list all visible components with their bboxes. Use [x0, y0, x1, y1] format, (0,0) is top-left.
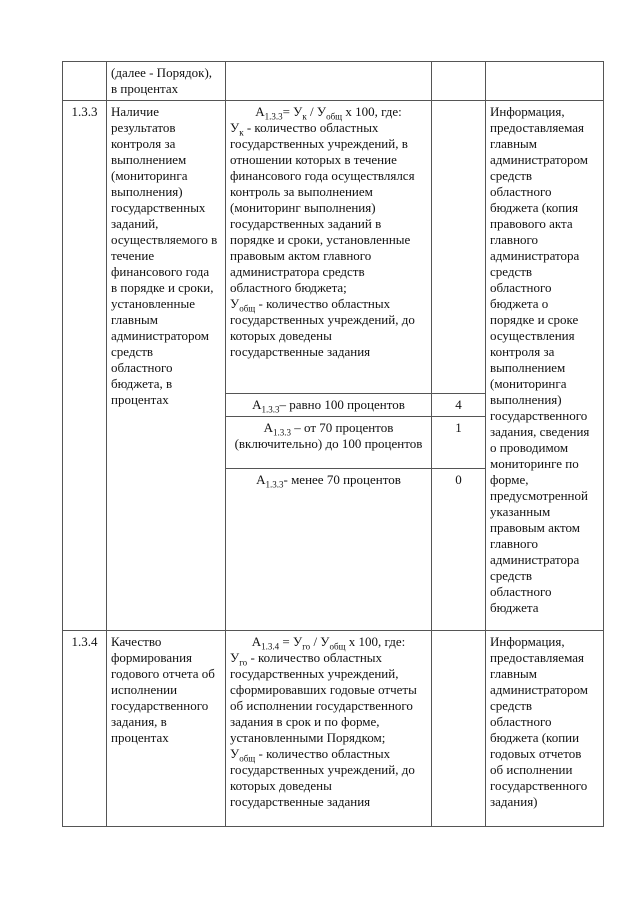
source-cell: Информация, предоставляемая главным администратором средств областного бюджета (копии годовых отчетов об исполнении государственного задания) — [486, 631, 604, 827]
points-cell: 1 — [432, 417, 486, 469]
criterion-cell: $A_{1.3.3}-$ менее 70 процентов — [226, 469, 432, 631]
source-cell — [486, 62, 604, 101]
row-number — [63, 62, 107, 101]
row-number: 1.3.3 — [63, 101, 107, 631]
formula-cell — [226, 101, 432, 394]
table-row — [63, 62, 604, 101]
row-number: 1.3.4 — [63, 631, 107, 827]
indicator-name: Наличие результатов контроля за выполнением (мониторинга выполнения) государственных заданий, осуществляемого в течение финансового года в порядке и сроки, установленные главным администратором средств областного бюджета, в процентах — [107, 101, 226, 631]
points-cell: 4 — [432, 394, 486, 417]
formula-definition: $У_{общ}$ - количество областных государственных учреждений, до которых доведены государственные задания — [230, 746, 415, 809]
formula-definition: $У_{го}$ - количество областных государственных учреждений, сформировавших годовые отчеты об исполнении государственного задания в срок и по форме, установленными Порядком; — [230, 650, 417, 745]
indicators-table — [62, 61, 604, 827]
formula-cell — [226, 631, 432, 827]
criterion-cell: $A_{1.3.3}-$ равно 100 процентов — [226, 394, 432, 417]
table-row — [63, 631, 604, 827]
formula-line: $A_{1.3.3}= У_к / У_{общ}$ x 100, где: — [255, 104, 402, 122]
table-row — [63, 101, 604, 394]
formula-definition: $У_{общ}$ - количество областных государственных учреждений, до которых доведены государственные задания — [230, 296, 415, 359]
criterion-cell: $A_{1.3.3}$ – от 70 процентов (включительно) до 100 процентов — [226, 417, 432, 469]
points-cell — [432, 631, 486, 827]
indicator-name: Качество формирования годового отчета об исполнении государственного задания, в процентах — [107, 631, 226, 827]
indicator-name: (далее - Порядок), в процентах — [107, 62, 226, 101]
formula-definition: $У_к$ - количество областных государственных учреждений, в отношении которых в течение финансового года осуществлялся контроль за выполнением (мониторинг выполнения) государственных заданий в порядке и сроки, установленные правовым актом главного администратора средств областного бюджета; — [230, 120, 415, 295]
formula-line: $A_{1.3.4} = У_{го} / У_{общ}$ x 100, где: — [251, 634, 406, 652]
formula-cell — [226, 62, 432, 101]
source-cell: Информация, предоставляемая главным администратором средств областного бюджета (копия правового акта главного администратора средств областного бюджета о порядке и сроке осуществления контроля за выполнением (мониторинга выполнения) государственного задания, сведения о проводимом мониторинге по форме, предусмотренной указанным правовым актом главного администратора средств областного бюджета — [486, 101, 604, 631]
points-cell: 0 — [432, 469, 486, 631]
points-cell — [432, 101, 486, 394]
points-cell — [432, 62, 486, 101]
